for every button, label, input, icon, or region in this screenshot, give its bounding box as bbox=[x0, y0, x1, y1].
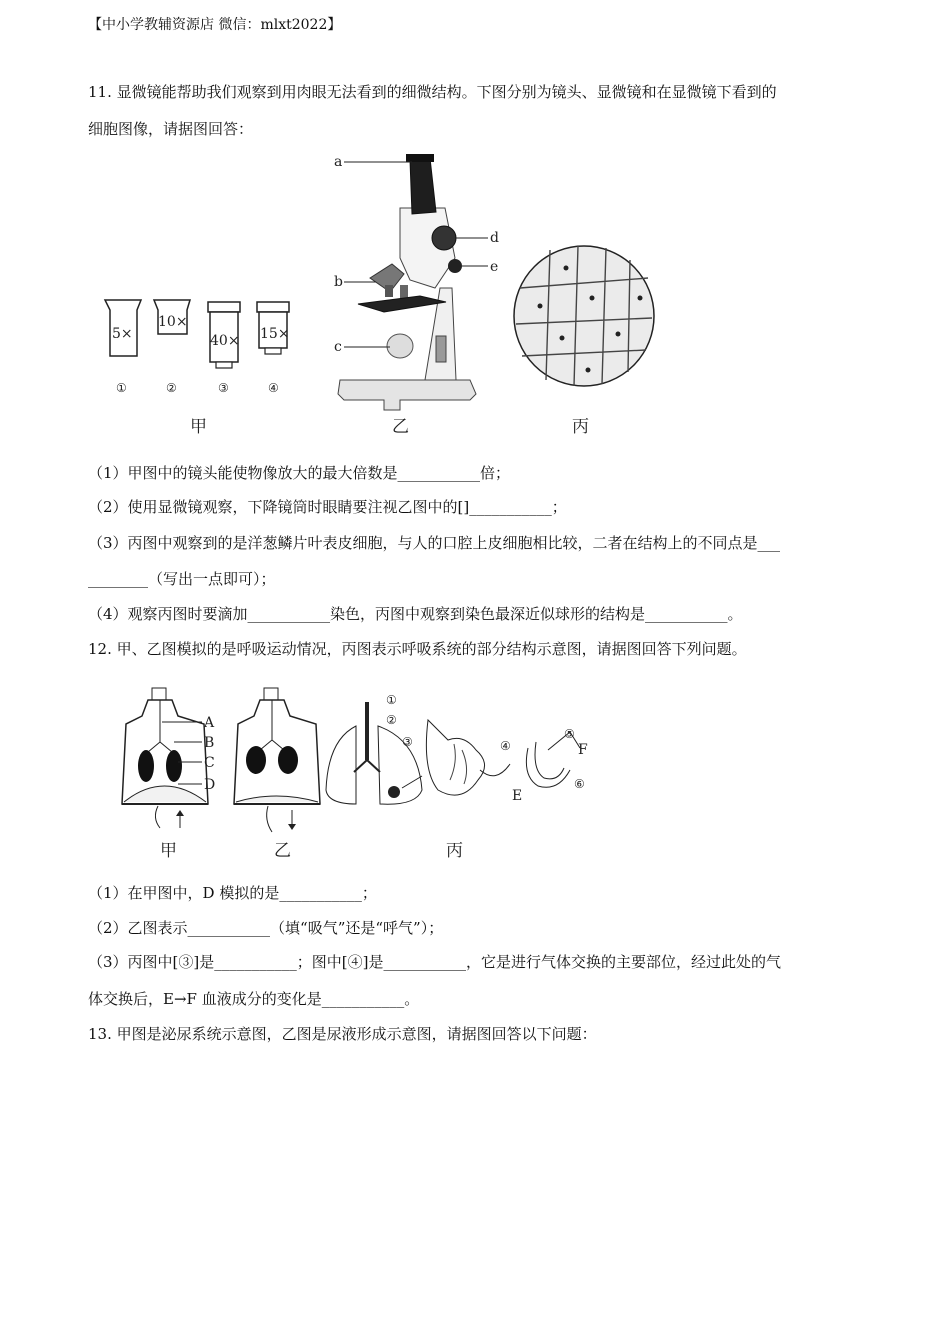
q12-caption-yi: 乙 bbox=[274, 841, 291, 861]
label-a: a bbox=[334, 154, 343, 170]
lens-3-num: ③ bbox=[218, 381, 229, 395]
q11-sub3-line1: （3）丙图中观察到的是洋葱鳞片叶表皮细胞，与人的口腔上皮细胞相比较，二者在结构上的不同点是___ bbox=[88, 534, 781, 552]
lens-2-mag: 10× bbox=[158, 314, 188, 330]
label-e: e bbox=[490, 259, 499, 275]
q11-caption-yi: 乙 bbox=[392, 417, 409, 437]
bell-jar-jia bbox=[122, 688, 208, 828]
label-A: A bbox=[204, 715, 215, 731]
lens-2 bbox=[154, 300, 190, 395]
label-b: b bbox=[334, 274, 343, 290]
label-D: D bbox=[204, 777, 216, 793]
label-4: ④ bbox=[500, 739, 511, 753]
lens-1 bbox=[105, 300, 141, 395]
q11-caption-bing: 丙 bbox=[572, 417, 589, 437]
lens-4 bbox=[257, 302, 290, 395]
label-1: ① bbox=[386, 693, 397, 707]
label-C: C bbox=[204, 755, 215, 771]
bell-jar-yi bbox=[234, 688, 320, 832]
label-5: ⑤ bbox=[564, 727, 575, 741]
lens-4-mag: 15× bbox=[260, 326, 290, 342]
label-c: c bbox=[334, 339, 342, 355]
q12-figure bbox=[118, 680, 598, 862]
q11-sub2: （2）使用显微镜观察，下降镜筒时眼睛要注视乙图中的[]___________； bbox=[88, 498, 567, 516]
lens-1-num: ① bbox=[116, 381, 127, 395]
onion-cells-view bbox=[514, 246, 654, 386]
q12-sub1: （1）在甲图中，D 模拟的是___________； bbox=[88, 884, 377, 902]
q12-caption-bing: 丙 bbox=[446, 841, 463, 861]
label-d: d bbox=[490, 230, 499, 246]
respiratory-system bbox=[326, 702, 580, 804]
q11-sub3-line2: ________（写出一点即可）； bbox=[88, 570, 276, 588]
q12-sub3-line1: （3）丙图中[③]是___________；图中[④]是___________，它是进行气体交换的主要部位，经过此处的气 bbox=[88, 953, 781, 971]
label-E: E bbox=[512, 788, 523, 804]
q11-sub1: （1）甲图中的镜头能使物像放大的最大倍数是___________倍； bbox=[88, 464, 511, 482]
q11-sub4: （4）观察丙图时要滴加___________染色，丙图中观察到染色最深近似球形的结构是___________。 bbox=[88, 605, 743, 623]
lens-3 bbox=[208, 302, 240, 395]
q11-stem-line2: 细胞图像，请据图回答： bbox=[88, 120, 254, 138]
q11-figure bbox=[100, 148, 680, 440]
label-2: ② bbox=[386, 713, 397, 727]
label-B: B bbox=[204, 735, 215, 751]
lens-1-mag: 5× bbox=[112, 326, 133, 342]
q12-stem: 12. 甲、乙图模拟的是呼吸运动情况，丙图表示呼吸系统的部分结构示意图，请据图回答下列问题。 bbox=[88, 640, 747, 658]
label-3: ③ bbox=[402, 735, 413, 749]
q11-stem-line1: 11. 显微镜能帮助我们观察到用肉眼无法看到的细微结构。下图分别为镜头、显微镜和在显微镜下看到的 bbox=[88, 83, 777, 101]
q11-caption-jia: 甲 bbox=[190, 417, 207, 437]
lens-4-num: ④ bbox=[268, 381, 279, 395]
q13-stem: 13. 甲图是泌尿系统示意图，乙图是尿液形成示意图，请据图回答以下问题： bbox=[88, 1025, 597, 1043]
label-6: ⑥ bbox=[574, 777, 585, 791]
lens-3-mag: 40× bbox=[210, 333, 240, 349]
page-header: 【中小学教辅资源店 微信：mlxt2022】 bbox=[88, 17, 342, 33]
q12-caption-jia: 甲 bbox=[160, 841, 177, 861]
label-F: F bbox=[578, 742, 588, 758]
q12-sub3-line2: 体交换后，E→F 血液成分的变化是___________。 bbox=[88, 990, 420, 1008]
lens-2-num: ② bbox=[166, 381, 177, 395]
q12-sub2: （2）乙图表示___________（填“吸气”还是“呼气”）； bbox=[88, 919, 444, 937]
